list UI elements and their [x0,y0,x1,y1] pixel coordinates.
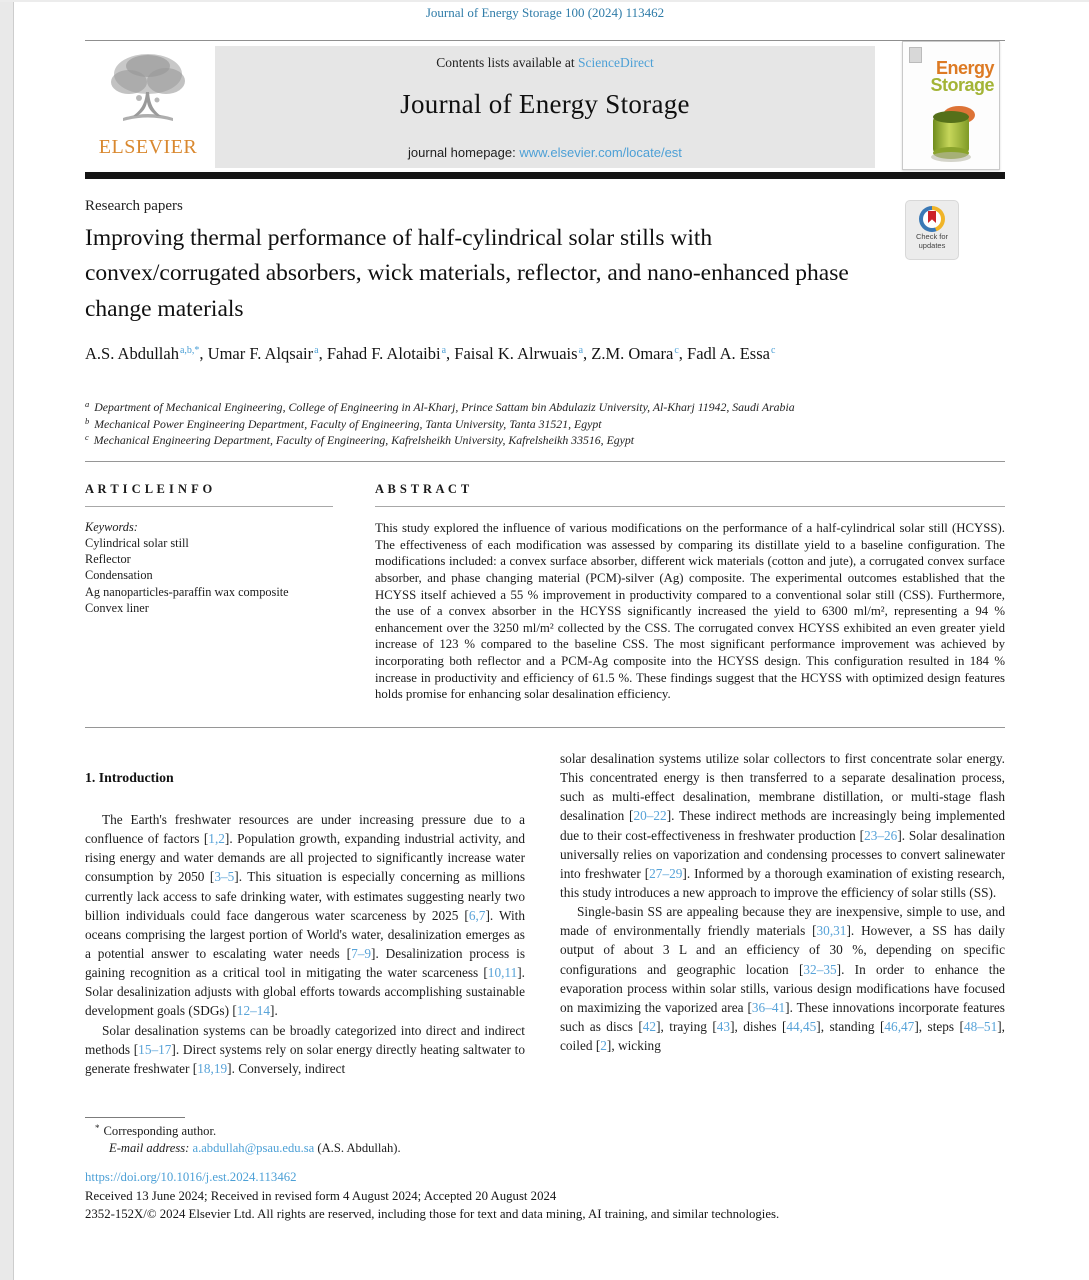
homepage-line [215,145,875,160]
journal-citation: Journal of Energy Storage 100 (2024) 113462 [425,5,665,20]
journal-cover-thumbnail [902,41,1000,170]
body-column-left [85,770,525,1078]
citation-ref[interactable]: 48–51 [963,1018,998,1034]
keyword: Reflector [85,552,131,567]
abstract-section [375,482,1005,703]
journal-title: Journal of Energy Storage [400,89,690,119]
journal-header [85,46,1005,168]
article-info-rule [85,506,333,507]
footnote-star: * [95,1123,100,1133]
article-type-label: Research papers [85,198,183,214]
affiliation: $^c$ Mechanical Engineering Department, Faculty of Engineering, Kafrelsheikh University, Kafrelsheikh 33516, Egypt [85,432,635,448]
cover-publisher-logo [909,47,922,63]
body-paragraph: The Earth's freshwater resources are under increasing pressure due to a confluence of factors [1,2]. Population growth, expanding industrial activity, and rising energy and water demands are all projected to significantly increase water consumption by 2050 [3–5]. This situation is especially concerning as millions currently lack access to safe drinking water, with estimates suggesting nearly two billion individuals could face dangerous water scarceness by 2025 [6,7]. With oceans comprising the largest portion of World's water, desalinization emerges as a potential answer to escalating water needs [7–9]. Desalinization process is gaining recognition as a critical tool in mitigating the water scarceness [10,11]. Solar desalinization adjusts with global efforts towards accomplishing sustainable development goals (SDGs) [12–14]. [85,812,526,1019]
received-dates: Received 13 June 2024; Received in revised form 4 August 2024; Accepted 20 August 2024 [85,1189,557,1203]
body-paragraph: Solar desalination systems can be broadly categorized into direct and indirect methods [15–17]. Direct systems rely on solar energy directly heating saltwater to generate freshwater [18,19]. Conversely, indirect [85,1022,525,1076]
author: Fahad F. Alotaibi$^a$ [326,344,447,363]
citation-ref[interactable]: 18,19 [197,1060,228,1076]
citation-ref[interactable]: 7–9 [351,945,372,961]
citation-ref[interactable]: 36–41 [751,999,786,1015]
check-updates-label: Check for updates [915,232,949,250]
divider-above-info [85,461,1005,462]
corresponding-author-note: * Corresponding author. [95,1123,217,1138]
keywords-label: Keywords: [85,520,138,534]
divider-below-abstract [85,727,1005,728]
elsevier-logo [85,48,211,168]
crossmark-icon [919,206,945,232]
author-list: A.S. Abdullah$^{a,b,*}$, Umar F. Alqsair$^a$, Fahad F. Alotaibi$^a$, Faisal K. Alrwuais$^a$, Z.M. Omara$^c$, Fadl A. Essa$^c$ [85,344,776,363]
abstract-heading: A B S T R A C T [375,482,470,496]
article-info-heading: A R T I C L E I N F O [85,482,213,496]
sciencedirect-link[interactable]: ScienceDirect [578,55,654,70]
citation-ref[interactable]: 27–29 [649,865,683,881]
author-affiliation-sup: a,b,* [179,345,200,356]
page-left-edge [0,0,14,1280]
article-info-section [85,482,333,616]
citation-ref[interactable]: 46,47 [884,1018,915,1034]
author: Umar F. Alqsair$^a$ [207,344,319,363]
keywords-list [85,535,333,616]
abstract-rule [375,506,1005,507]
author: A.S. Abdullah$^{a,b,*}$ [85,344,200,363]
email-line [109,1141,401,1156]
section-divider-bar [85,172,1005,179]
email-link[interactable]: a.abdullah@psau.edu.sa [192,1141,315,1155]
body-paragraph: solar desalination systems utilize solar collectors to first concentrate solar energy. This concentrated energy is then transferred to a separate desalination process, such as multi-effect desalination, membrane distillation, or multi-stage flash desalination [20–22]. These indirect methods are increasingly being implemented due to their cost-effectiveness in freshwater production [23–26]. Solar desalination universally relies on vaporization and condensing processes to convert salinewater into freshwater [27–29]. Informed by a thorough examination of existing research, this study introduces a new approach to improve the efficiency of solar stills (SS). [560,751,1006,900]
citation-ref[interactable]: 32–35 [803,961,837,977]
header-top-rule [85,40,1005,41]
citation-ref[interactable]: 43 [716,1018,731,1034]
journal-masthead-box [215,46,875,168]
keyword: Condensation [85,568,153,583]
introduction-right-paragraphs [560,749,1005,1055]
footnote-rule [85,1117,185,1118]
author: Faisal K. Alrwuais$^a$ [454,344,584,363]
citation-ref[interactable]: 15–17 [138,1041,172,1057]
body-column-right [560,749,1005,1055]
author: Z.M. Omara$^c$ [591,344,679,363]
elsevier-tree-icon [103,48,193,136]
email-label: E-mail address: [109,1141,193,1155]
contents-prefix: Contents lists available at [436,55,578,70]
cover-title-storage: Storage [930,75,994,96]
affiliation: $^b$ Mechanical Power Engineering Department, Faculty of Engineering, Tanta University, Tanta 31521, Egypt [85,415,602,431]
elsevier-wordmark: ELSEVIER [98,136,198,158]
abstract-text: This study explored the influence of various modifications on the performance of a half-cylindrical solar still (HCYSS). The effectiveness of each modification was assessed by comparing its distillate yield to a baseline configuration. The modifications included: a convex surface absorber, different wick materials (cotton and jute), a corrugated convex surface absorber, and phase changing material (PCM)-silver (Ag) composite. The experimental outcomes established that the HCYSS itself achieved a 55 % improvement in productivity compared to a conventional solar still (CSS). Furthermore, the use of a convex absorber in the HCYSS significantly increased the yield to 6300 ml/m², representing a 94 % enhancement over the 3250 ml/m² collected by the CSS. The corrugated convex HCYSS exhibited an even greater yield increase of 123 % compared to the baseline CSS. The most significant performance improvement was achieved by incorporating both reflector and a PCM-Ag composite into the HCYSS design. This configuration resulted in 184 % increase in productivity and efficiency of 61.5 %. These findings suggest that the HCYSS with optimized design features holds promise for enhancing solar desalination efficiency. [375,521,1005,702]
citation-ref[interactable]: 10,11 [487,965,518,981]
homepage-url-link[interactable]: www.elsevier.com/locate/est [519,145,682,160]
keyword: Ag nanoparticles-paraffin wax composite [85,584,289,599]
citation-ref[interactable]: 30,31 [816,923,847,939]
citation-ref[interactable]: 6,7 [468,907,486,923]
author-affiliation-sup: a [314,345,319,356]
email-suffix: (A.S. Abdullah). [314,1141,401,1155]
article-title: Improving thermal performance of half-cylindrical solar stills with convex/corrugated absorbers, wick materials, reflector, and nano-enhanced phase change materials [85,225,849,322]
keyword: Convex liner [85,600,149,615]
copyright-line: 2352-152X/© 2024 Elsevier Ltd. All rights are reserved, including those for text and data mining, AI training, and similar technologies. [85,1207,780,1221]
author: Fadl A. Essa$^c$ [687,344,776,363]
paper-page [85,0,1005,1280]
citation-ref[interactable]: 42 [642,1018,657,1034]
citation-ref[interactable]: 23–26 [864,827,898,843]
citation-ref[interactable]: 12–14 [236,1003,271,1019]
author-affiliation-sup: c [770,345,776,356]
keyword: Cylindrical solar still [85,536,189,550]
homepage-prefix: journal homepage: [408,145,520,160]
citation-ref[interactable]: 44,45 [786,1018,817,1034]
introduction-left-paragraphs [85,810,525,1078]
affiliation-list [85,399,1005,449]
doi-link[interactable]: https://doi.org/10.1016/j.est.2024.113462 [85,1170,297,1184]
author-affiliation-sup: a [441,345,447,356]
contents-line [215,55,875,71]
citation-ref[interactable]: 3–5 [214,869,235,885]
citation-ref[interactable]: 1,2 [208,831,225,847]
cover-title-energy: Energy [935,58,994,78]
citation-ref[interactable]: 2 [600,1038,607,1054]
introduction-heading: 1. Introduction [85,770,174,785]
author-affiliation-sup: a [578,345,584,356]
affiliation: $^a$ Department of Mechanical Engineering, College of Engineering in Al-Kharj, Prince Sattam bin Abdulaziz University, Al-Kharj 11942, Saudi Arabia [85,399,795,414]
cover-battery-illustration [919,103,983,165]
citation-ref[interactable]: 20–22 [633,808,667,824]
cover-title [930,60,994,94]
check-for-updates-badge[interactable] [905,200,959,260]
body-paragraph: Single-basin SS are appealing because they are inexpensive, simple to use, and made of environmentally friendly materials [30,31]. However, a SS has daily output of about 3 L and an efficiency of 30 %, depending on specific configurations and geographic location [32–35]. In order to enhance the evaporation process within solar stills, various design modifications have focused on maximizing the vaporized area [36–41]. These innovations incorporate features such as discs [42], traying [43], dishes [44,45], standing [46,47], steps [48–51], coiled [2], wicking [560,904,1005,1054]
author-affiliation-sup: c [674,345,679,356]
